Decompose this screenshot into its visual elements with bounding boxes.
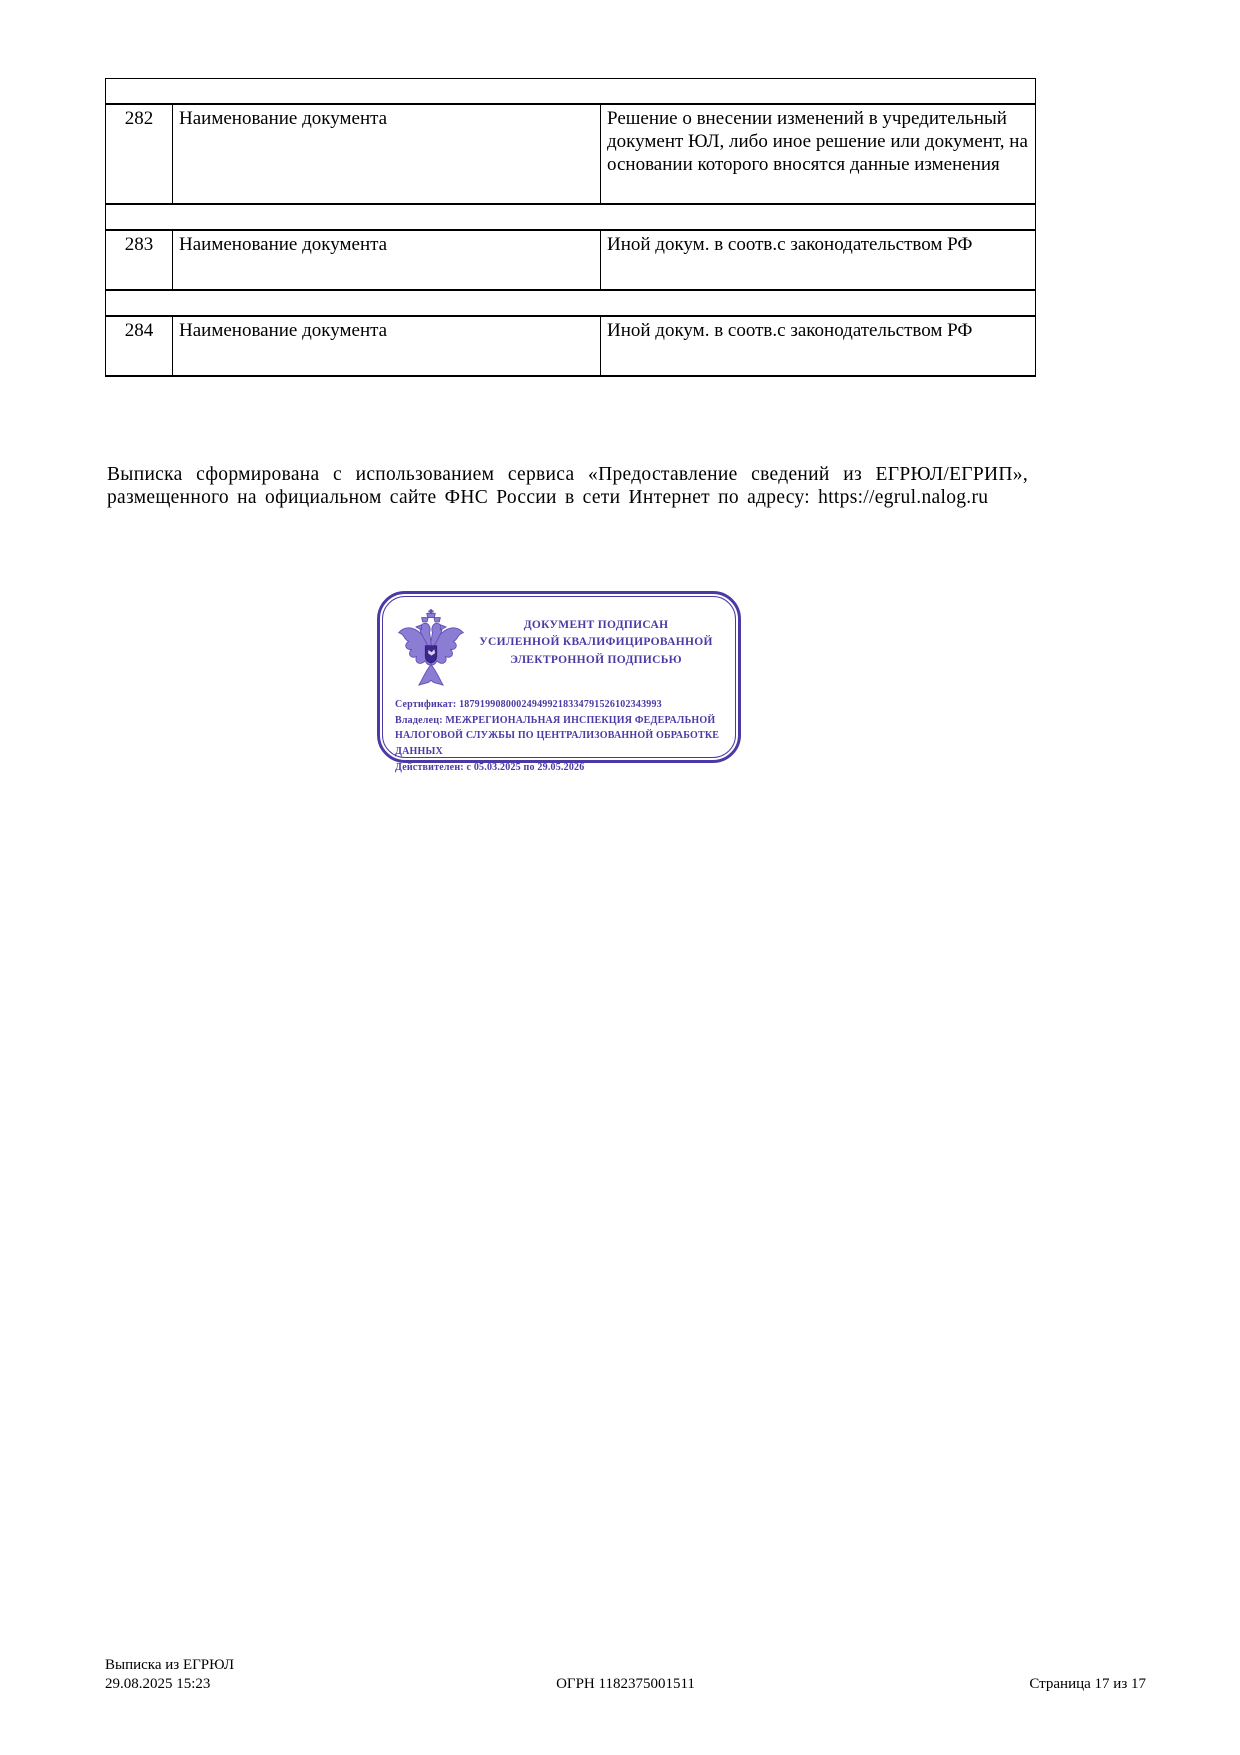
stamp-certificate-line [395, 697, 725, 713]
service-note-paragraph: Выписка сформирована с использованием сервиса «Предоставление сведений из ЕГРЮЛ/ЕГРИП», размещенного на официальном сайте ФНС России в сети Интернет по адресу: https://egrul.nalog.ru [107, 464, 1028, 508]
stamp-validity-line [395, 760, 725, 776]
stamp-title-line3: ЭЛЕКТРОННОЙ ПОДПИСЬЮ [510, 653, 682, 666]
stamp-title-line2: УСИЛЕННОЙ КВАЛИФИЦИРОВАННОЙ [479, 636, 713, 649]
validity-label: Действителен: [395, 762, 464, 773]
row-number: 284 [106, 316, 173, 376]
page-footer [105, 1656, 1146, 1694]
row-value: Решение о внесении изменений в учредительный документ ЮЛ, либо иное решение или документ, на основании которого вносятся данные изменения [601, 104, 1036, 204]
footer-page-number: Страница 17 из 17 [1029, 1675, 1146, 1692]
certificate-label: Сертификат: [395, 699, 457, 710]
footer-ogrn: ОГРН 1182375001511 [556, 1675, 695, 1692]
stamp-inner-border [382, 596, 736, 773]
stamp-owner-line [395, 713, 725, 760]
footer-doc-type: Выписка из ЕГРЮЛ [105, 1657, 234, 1673]
owner-label: Владелец: [395, 714, 443, 726]
documents-table [105, 78, 1035, 377]
row-label: Наименование документа [173, 230, 601, 290]
table-spacer-row [106, 204, 1036, 230]
row-value: Иной докум. в соотв.с законодательством РФ [601, 316, 1036, 376]
row-label: Наименование документа [173, 316, 601, 376]
table-row [106, 316, 1036, 376]
certificate-value: 187919908000249499218334791526102343993 [459, 699, 662, 710]
stamp-details [395, 697, 725, 776]
table-spacer-row [106, 79, 1036, 105]
footer-datetime: 29.08.2025 15:23 [105, 1675, 211, 1692]
validity-value: с 05.03.2025 по 29.05.2026 [466, 762, 585, 773]
row-number: 283 [106, 230, 173, 290]
table-row [106, 230, 1036, 290]
table-spacer-row [106, 290, 1036, 316]
russian-coat-of-arms-icon [395, 605, 467, 695]
table-row [106, 104, 1036, 204]
electronic-signature-stamp [377, 591, 741, 773]
stamp-title-line1: ДОКУМЕНТ ПОДПИСАН [523, 619, 669, 631]
row-label: Наименование документа [173, 104, 601, 204]
owner-value: МЕЖРЕГИОНАЛЬНАЯ ИНСПЕКЦИЯ ФЕДЕРАЛЬНОЙ НАЛОГОВОЙ СЛУЖБЫ ПО ЦЕНТРАЛИЗОВАННОЙ ОБРАБОТКЕ ДАННЫХ [395, 714, 720, 757]
stamp-title [467, 617, 725, 669]
row-number: 282 [106, 104, 173, 204]
row-value: Иной докум. в соотв.с законодательством РФ [601, 230, 1036, 290]
